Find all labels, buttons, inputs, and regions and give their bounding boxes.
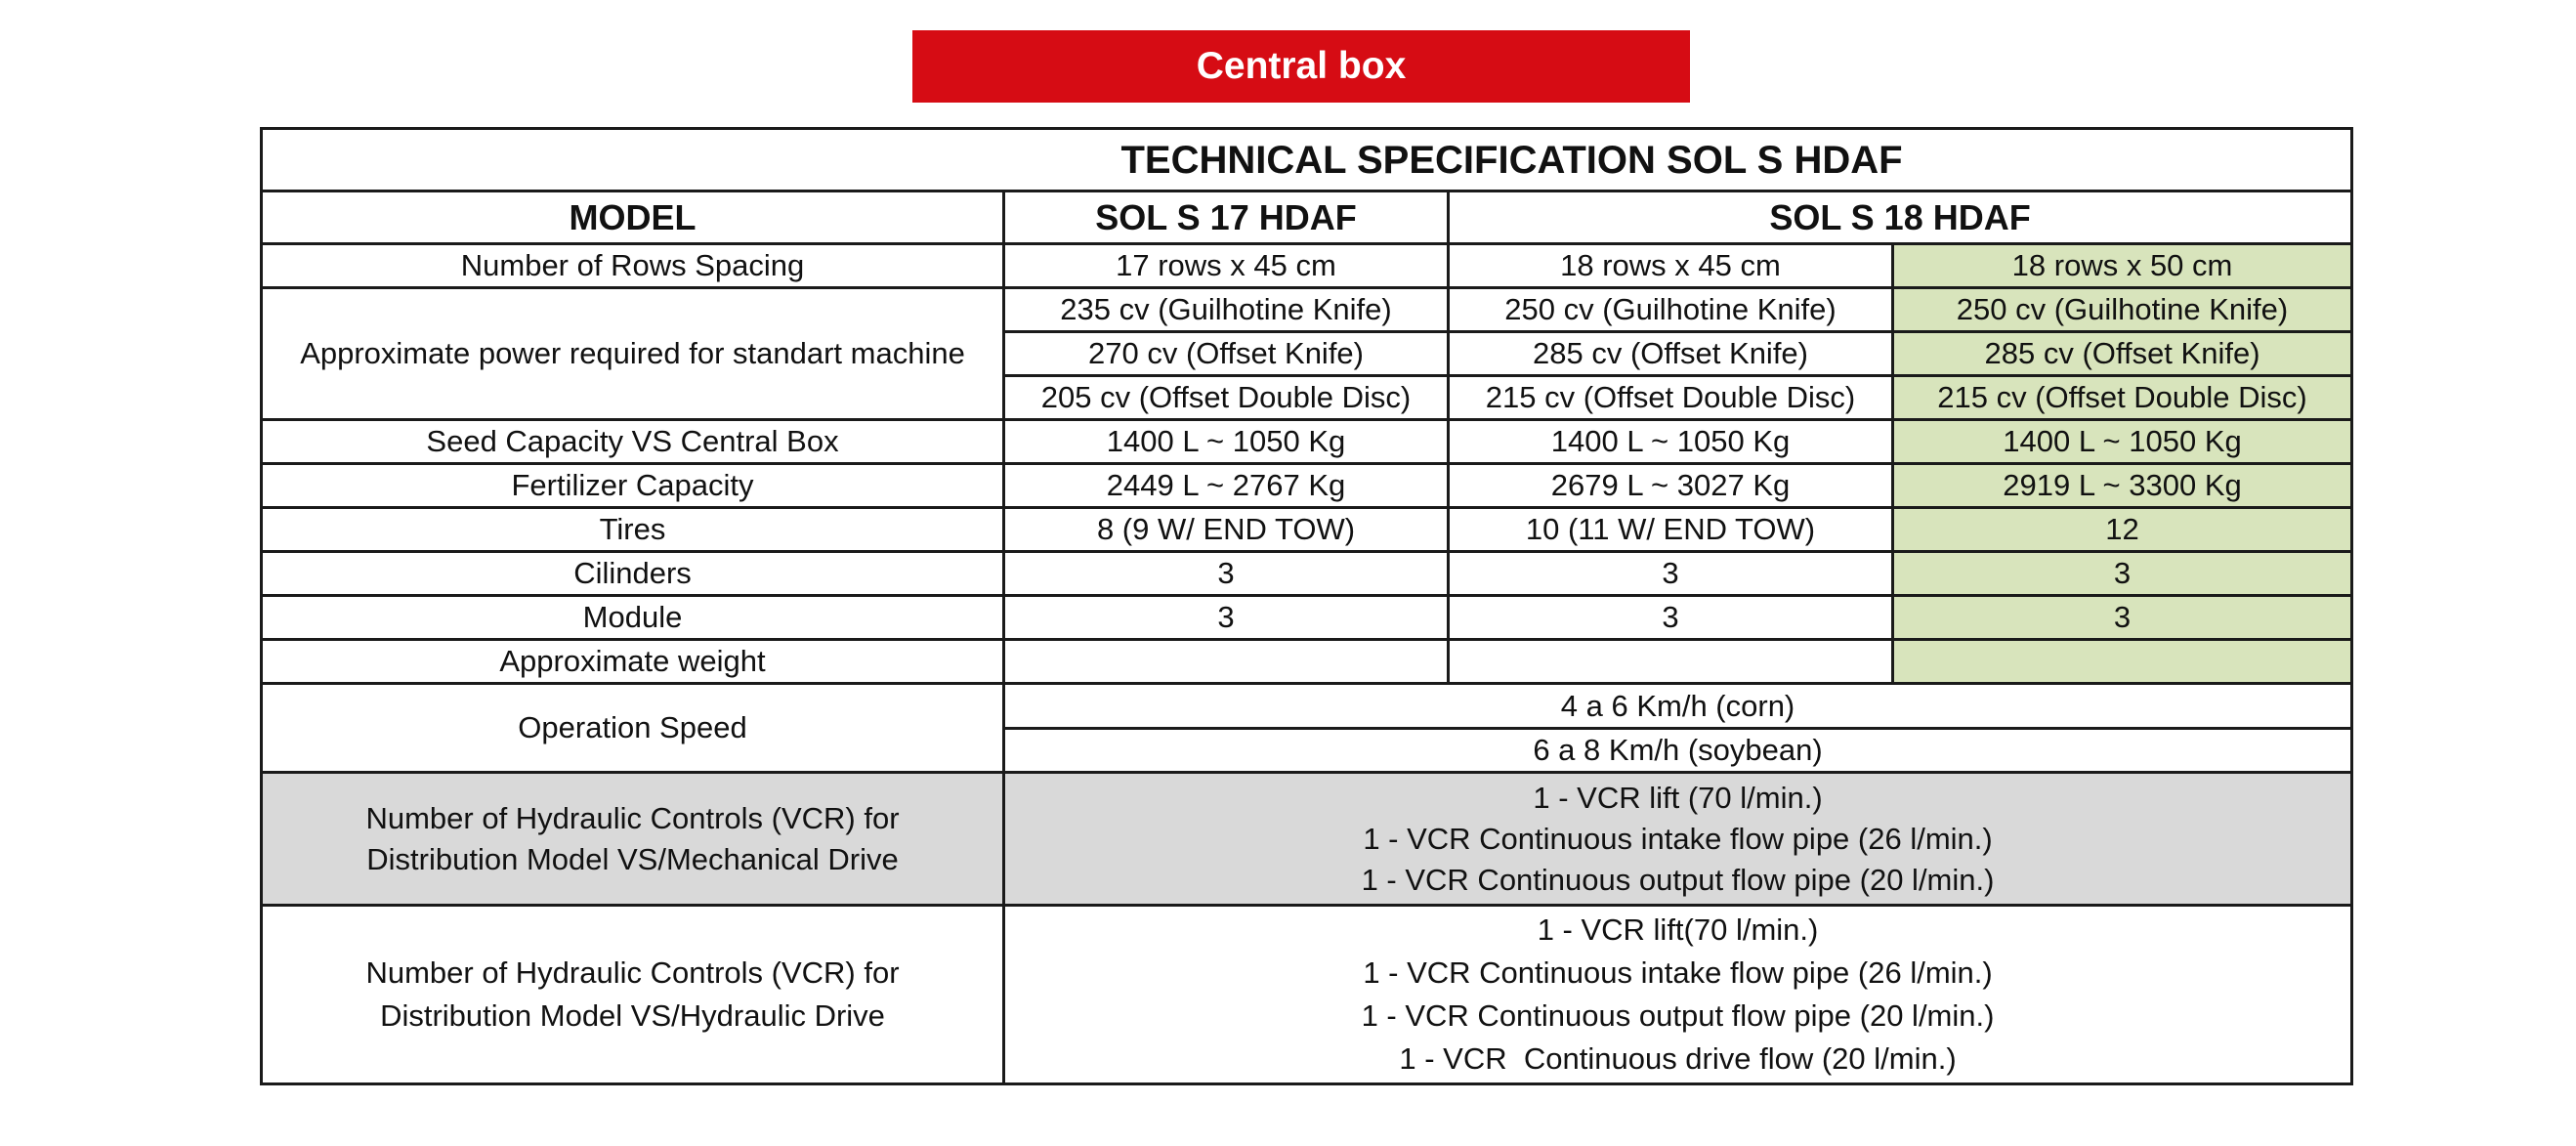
cell-seed-18-45: 1400 L ~ 1050 Kg <box>1449 420 1893 464</box>
row-label-fertilizer: Fertilizer Capacity <box>262 464 1004 508</box>
header-sol-s-17: SOL S 17 HDAF <box>1004 191 1449 244</box>
hyd-hydr-line-3: 1 - VCR Continuous output flow pipe (20 l/min.) <box>1361 998 1995 1033</box>
central-box-banner: Central box <box>912 30 1690 103</box>
cell-hydraulic-hydraulic <box>1004 906 2352 1084</box>
table-row <box>262 464 2352 508</box>
cell-cylinders-18-45: 3 <box>1449 552 1893 596</box>
row-label-tires: Tires <box>262 508 1004 552</box>
row-label-weight: Approximate weight <box>262 640 1004 684</box>
cell-power-18-50-offset-knife: 285 cv (Offset Knife) <box>1893 332 2352 376</box>
table-row <box>262 288 2352 332</box>
hyd-mech-label-line-1: Number of Hydraulic Controls (VCR) for <box>365 800 900 835</box>
cell-speed-soybean: 6 a 8 Km/h (soybean) <box>1004 729 2352 773</box>
hyd-mech-line-3: 1 - VCR Continuous output flow pipe (20 l/min.) <box>1361 862 1995 897</box>
hyd-mech-line-2: 1 - VCR Continuous intake flow pipe (26 l/min.) <box>1363 821 1993 856</box>
cell-module-18-45: 3 <box>1449 596 1893 640</box>
table-row <box>262 773 2352 906</box>
cell-seed-18-50: 1400 L ~ 1050 Kg <box>1893 420 2352 464</box>
cell-power-18-50-double-disc: 215 cv (Offset Double Disc) <box>1893 376 2352 420</box>
cell-weight-17 <box>1004 640 1449 684</box>
row-label-seed: Seed Capacity VS Central Box <box>262 420 1004 464</box>
cell-speed-corn: 4 a 6 Km/h (corn) <box>1004 684 2352 729</box>
table-row <box>262 552 2352 596</box>
header-row <box>262 191 2352 244</box>
cell-power-18-45-double-disc: 215 cv (Offset Double Disc) <box>1449 376 1893 420</box>
table-row <box>262 244 2352 288</box>
cell-spacing-18-50: 18 rows x 50 cm <box>1893 244 2352 288</box>
hyd-hydr-label-line-2: Distribution Model VS/Hydraulic Drive <box>380 998 885 1033</box>
header-sol-s-18: SOL S 18 HDAF <box>1449 191 2352 244</box>
hyd-hydr-line-2: 1 - VCR Continuous intake flow pipe (26 l/min.) <box>1363 955 1993 990</box>
cell-tires-18-45: 10 (11 W/ END TOW) <box>1449 508 1893 552</box>
table-row <box>262 906 2352 1084</box>
table-row <box>262 508 2352 552</box>
row-label-hydraulic-hydraulic <box>262 906 1004 1084</box>
header-model: MODEL <box>262 191 1004 244</box>
cell-tires-17: 8 (9 W/ END TOW) <box>1004 508 1449 552</box>
row-label-power: Approximate power required for standart machine <box>262 288 1004 420</box>
cell-power-18-50-guilhotine: 250 cv (Guilhotine Knife) <box>1893 288 2352 332</box>
row-label-spacing: Number of Rows Spacing <box>262 244 1004 288</box>
table-row <box>262 596 2352 640</box>
cell-module-18-50: 3 <box>1893 596 2352 640</box>
cell-power-17-offset-knife: 270 cv (Offset Knife) <box>1004 332 1449 376</box>
cell-cylinders-18-50: 3 <box>1893 552 2352 596</box>
cell-weight-18-45 <box>1449 640 1893 684</box>
cell-seed-17: 1400 L ~ 1050 Kg <box>1004 420 1449 464</box>
row-label-cylinders: Cilinders <box>262 552 1004 596</box>
row-label-hydraulic-mechanical <box>262 773 1004 906</box>
cell-fertilizer-18-45: 2679 L ~ 3027 Kg <box>1449 464 1893 508</box>
hyd-hydr-line-4: 1 - VCR Continuous drive flow (20 l/min.) <box>1399 1041 1957 1076</box>
table-title: TECHNICAL SPECIFICATION SOL S HDAF <box>262 129 2352 191</box>
cell-tires-18-50: 12 <box>1893 508 2352 552</box>
cell-power-17-double-disc: 205 cv (Offset Double Disc) <box>1004 376 1449 420</box>
cell-power-17-guilhotine: 235 cv (Guilhotine Knife) <box>1004 288 1449 332</box>
cell-fertilizer-17: 2449 L ~ 2767 Kg <box>1004 464 1449 508</box>
cell-fertilizer-18-50: 2919 L ~ 3300 Kg <box>1893 464 2352 508</box>
row-label-speed: Operation Speed <box>262 684 1004 773</box>
cell-module-17: 3 <box>1004 596 1449 640</box>
table-row <box>262 640 2352 684</box>
table-row <box>262 684 2352 729</box>
table-title-row <box>262 129 2352 191</box>
hyd-hydr-label-line-1: Number of Hydraulic Controls (VCR) for <box>365 955 900 990</box>
row-label-module: Module <box>262 596 1004 640</box>
cell-power-18-45-offset-knife: 285 cv (Offset Knife) <box>1449 332 1893 376</box>
cell-power-18-45-guilhotine: 250 cv (Guilhotine Knife) <box>1449 288 1893 332</box>
cell-weight-18-50 <box>1893 640 2352 684</box>
table-row <box>262 420 2352 464</box>
spec-table <box>260 127 2353 1085</box>
hyd-mech-line-1: 1 - VCR lift (70 l/min.) <box>1533 780 1823 815</box>
cell-hydraulic-mechanical <box>1004 773 2352 906</box>
cell-spacing-17: 17 rows x 45 cm <box>1004 244 1449 288</box>
hyd-hydr-line-1: 1 - VCR lift(70 l/min.) <box>1537 913 1819 947</box>
hyd-mech-label-line-2: Distribution Model VS/Mechanical Drive <box>366 841 899 876</box>
cell-cylinders-17: 3 <box>1004 552 1449 596</box>
cell-spacing-18-45: 18 rows x 45 cm <box>1449 244 1893 288</box>
